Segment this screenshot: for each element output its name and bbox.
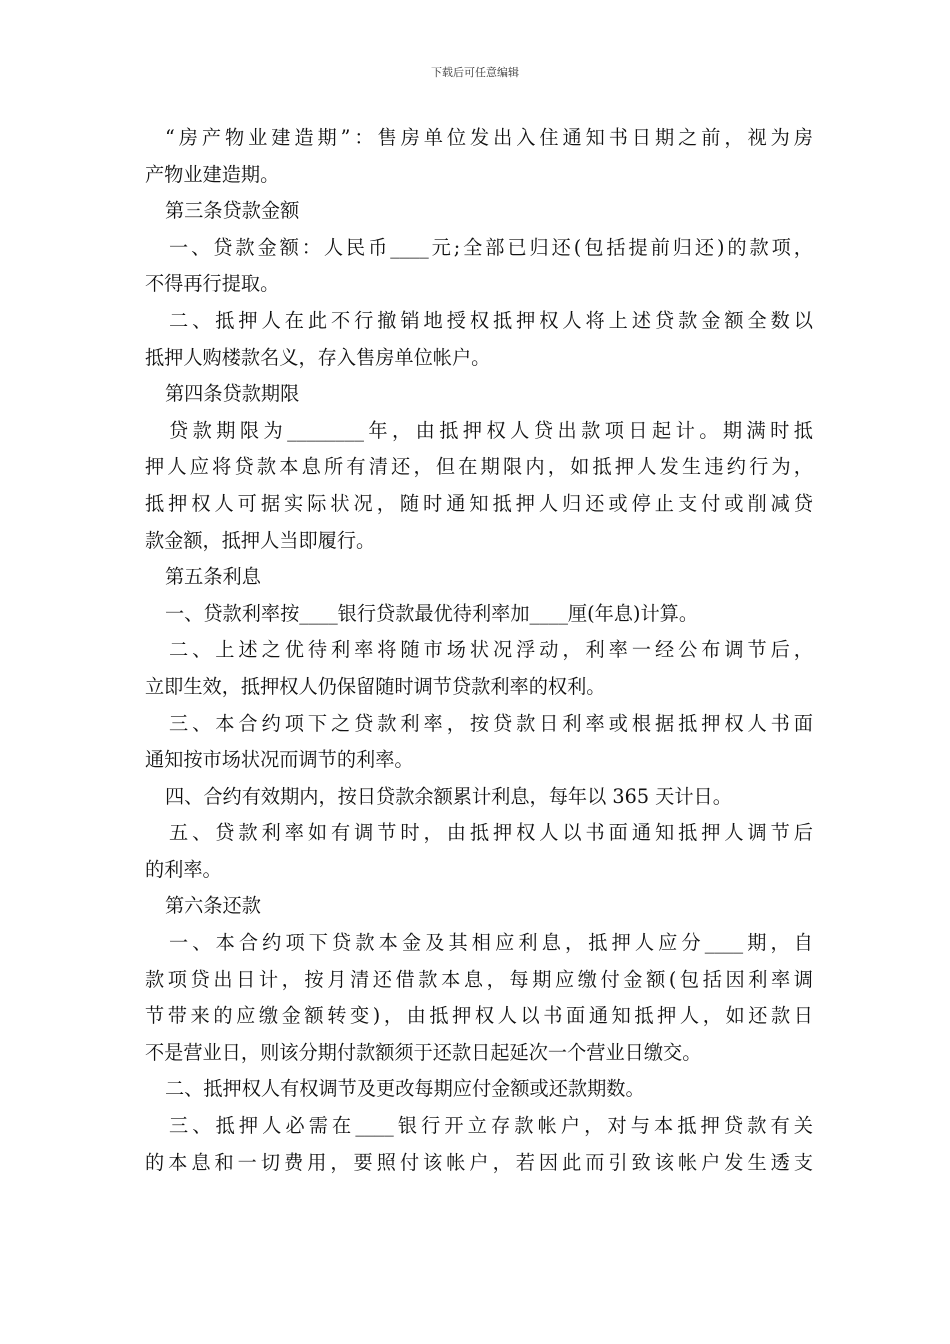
text-line: 三、抵押人必需在____银行开立存款帐户，对与本抵押贷款有关 xyxy=(169,1114,813,1138)
text-line: 款项贷出日计，按月清还借款本息，每期应缴付金额(包括因利率调 xyxy=(145,967,813,991)
text-line: 押人应将贷款本息所有清还，但在期限内，如抵押人发生违约行为， xyxy=(145,455,813,479)
text-line: 节带来的应缴金额转变)，由抵押权人以书面通知抵押人，如还款日 xyxy=(145,1004,813,1028)
text-line: 不得再行提取。 xyxy=(145,272,280,296)
text-line: 一、贷款金额：人民币____元;全部已归还(包括提前归还)的款项， xyxy=(169,235,813,259)
text-line: 抵押权人可据实际状况，随时通知抵押人归还或停止支付或削减贷 xyxy=(145,491,813,515)
text-line: 二、抵押人在此不行撤销地授权抵押权人将上述贷款金额全数以 xyxy=(169,308,813,332)
text-line: “房产物业建造期”：售房单位发出入住通知书日期之前，视为房 xyxy=(165,126,813,149)
text-line: 第五条利息 xyxy=(165,565,261,589)
text-line: 第三条贷款金额 xyxy=(165,199,300,223)
text-line: 产物业建造期。 xyxy=(145,162,280,186)
text-line: 贷款期限为________年，由抵押权人贷出款项日起计。期满时抵 xyxy=(169,418,813,442)
page-header: 下载后可任意编辑 xyxy=(431,66,519,79)
document-body xyxy=(145,120,813,1181)
text-line: 抵押人购楼款名义，存入售房单位帐户。 xyxy=(145,345,491,369)
text-line: 立即生效，抵押权人仍保留随时调节贷款利率的权利。 xyxy=(145,674,606,698)
text-line: 五、贷款利率如有调节时，由抵押权人以书面通知抵押人调节后 xyxy=(169,821,813,845)
text-line: 第六条还款 xyxy=(165,894,261,918)
text-line: 的本息和一切费用，要照付该帐户，若因此而引致该帐户发生透支 xyxy=(145,1150,813,1174)
text-line: 的利率。 xyxy=(145,857,222,881)
text-line: 四、合约有效期内，按日贷款余额累计利息，每年以 365 天计日。 xyxy=(165,784,732,808)
text-line: 通知按市场状况而调节的利率。 xyxy=(145,748,414,772)
text-line: 二、抵押权人有权调节及更改每期应付金额或还款期数。 xyxy=(165,1077,645,1101)
text-line: 不是营业日，则该分期付款额须于还款日起延次一个营业日缴交。 xyxy=(145,1040,702,1064)
text-line: 款金额，抵押人当即履行。 xyxy=(145,528,376,552)
text-line: 第四条贷款期限 xyxy=(165,382,300,406)
text-line: 一、本合约项下贷款本金及其相应利息，抵押人应分____期，自 xyxy=(169,931,813,955)
text-line: 二、上述之优待利率将随市场状况浮动，利率一经公布调节后， xyxy=(169,638,813,662)
text-line: 三、本合约项下之贷款利率，按贷款日利率或根据抵押权人书面 xyxy=(169,711,813,735)
text-line: 一、贷款利率按____银行贷款最优待利率加____厘(年息)计算。 xyxy=(165,601,699,625)
